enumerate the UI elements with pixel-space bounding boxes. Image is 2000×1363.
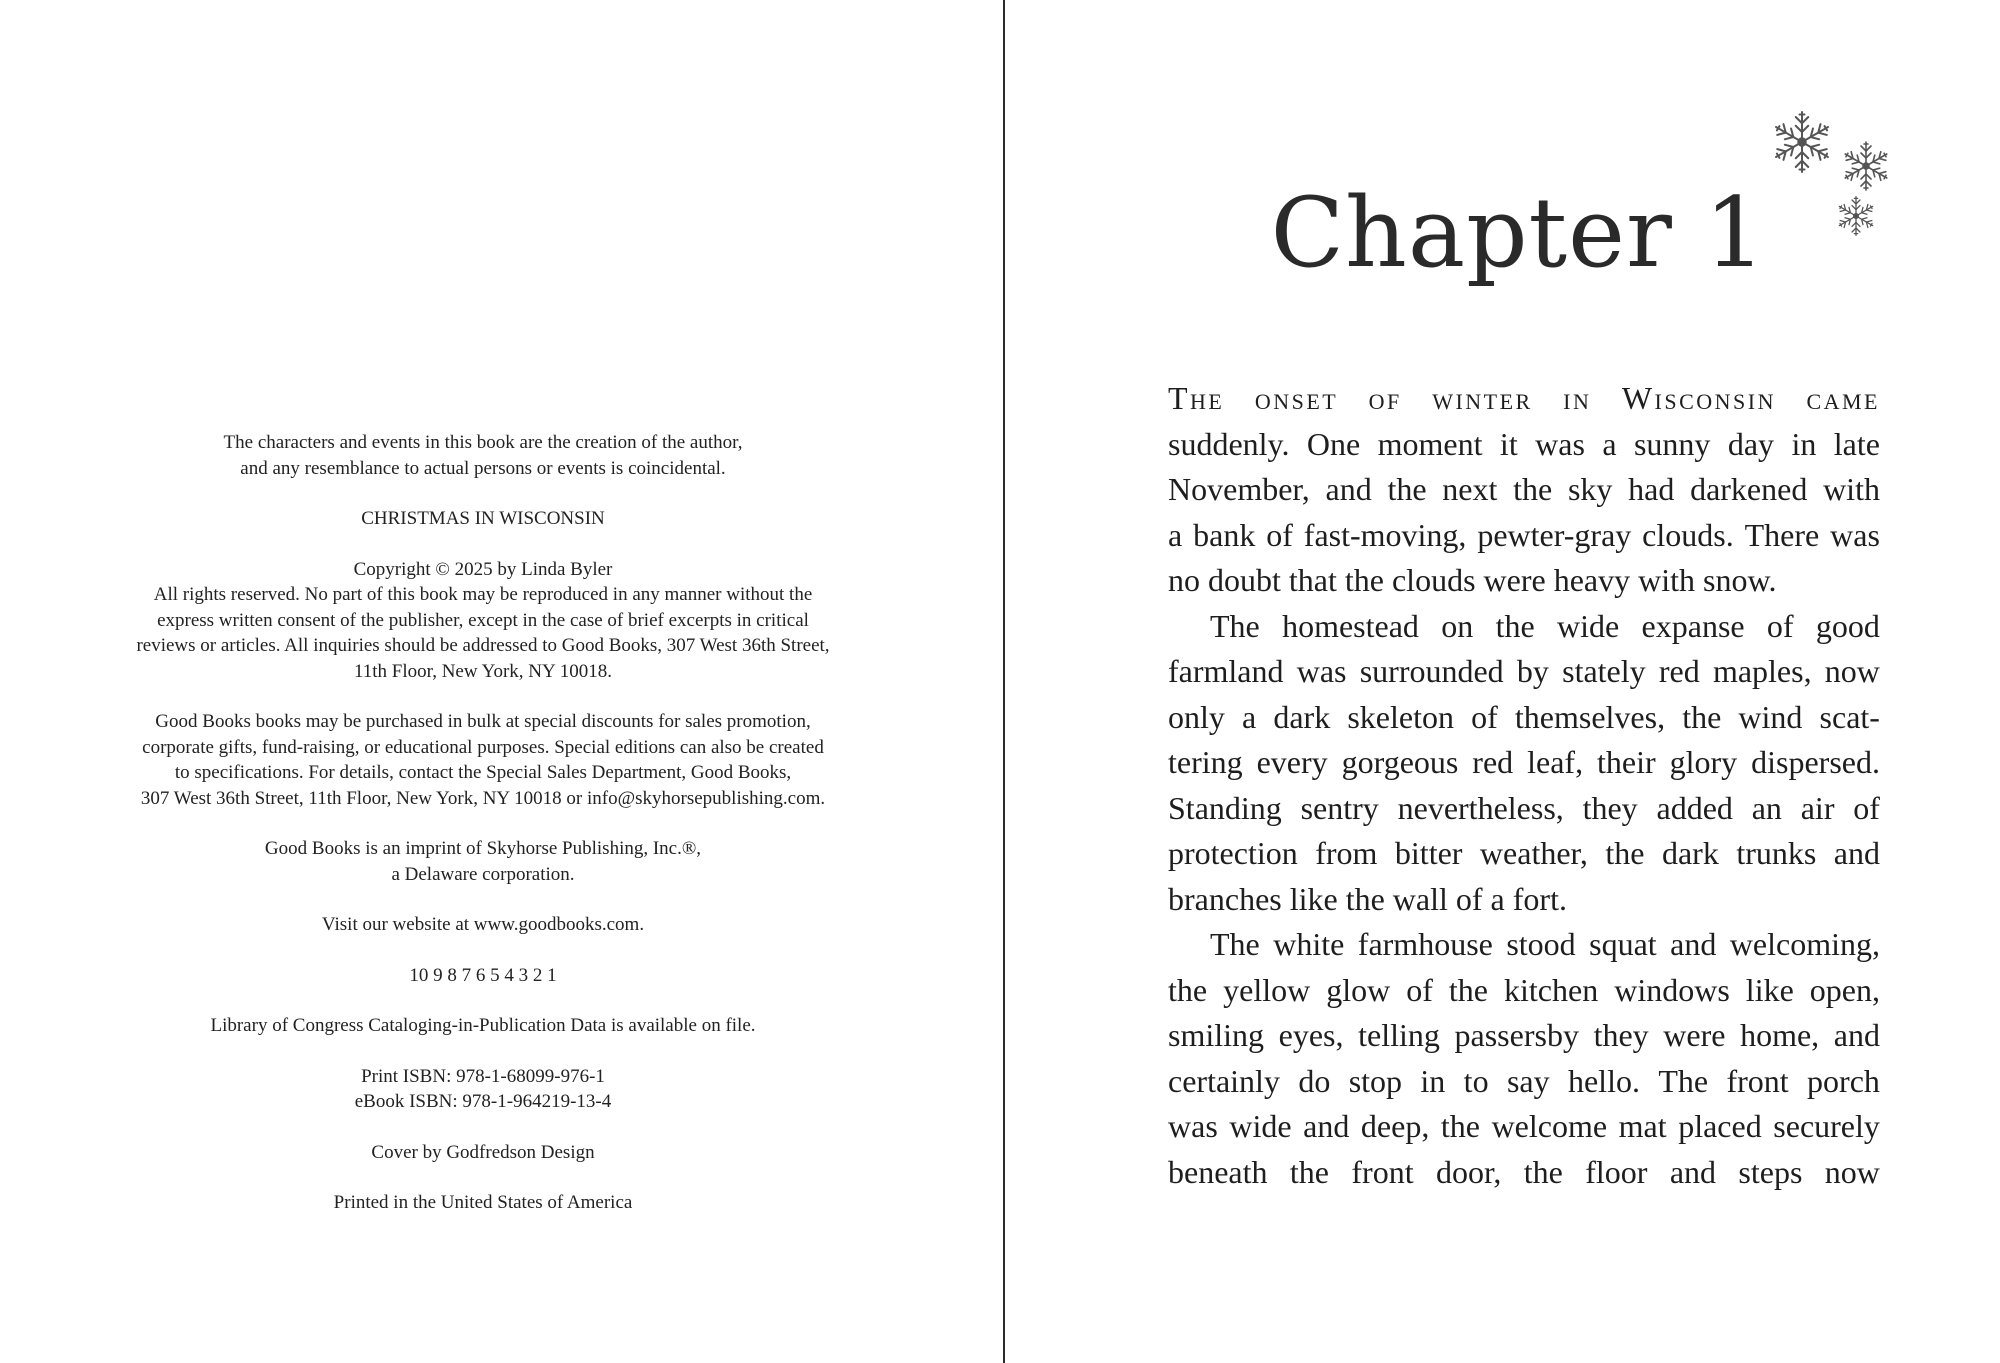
- body-line: farmland was surrounded by stately red maples, now: [1168, 653, 1880, 689]
- imprint-line: a Delaware corporation.: [391, 863, 575, 885]
- body-line: branches like the wall of a fort.: [1168, 880, 1567, 917]
- copyright-line: All rights reserved. No part of this book may be reproduced in any manner without the: [153, 584, 813, 605]
- imprint-line: Good Books is an imprint of Skyhorse Publishing, Inc.®,: [264, 838, 702, 859]
- paragraph: [1168, 922, 1880, 1195]
- body-line: was wide and deep, the welcome mat placed securely: [1168, 1108, 1880, 1144]
- body-line: beneath the front door, the floor and steps now: [1168, 1153, 1880, 1190]
- lead-in-line: The onset of winter in Wisconsin came: [1168, 380, 1880, 416]
- snowflakes-icon: [1768, 110, 1908, 240]
- body-line: protection from bitter weather, the dark trunks and: [1168, 835, 1880, 871]
- body-line: only a dark skeleton of themselves, the wind scat-: [1168, 698, 1880, 735]
- printing-line: [100, 963, 866, 989]
- copyright-notice: [100, 557, 866, 685]
- body-line: November, and the next the sky had darkened with: [1168, 471, 1880, 507]
- bulk-sales-line: to specifications. For details, contact the Special Sales Department, Good Books,: [174, 762, 792, 783]
- snowflake-medium-icon: [1843, 142, 1890, 190]
- isbn-block: [100, 1064, 866, 1115]
- paragraph: [1168, 376, 1880, 604]
- printed-in: [100, 1190, 866, 1216]
- body-line: suddenly. One moment it was a sunny day in late: [1168, 425, 1880, 462]
- body-line: Standing sentry nevertheless, they added an air of: [1168, 789, 1880, 826]
- copyright-line: 11th Floor, New York, NY 10018.: [353, 660, 613, 682]
- loc-line: Library of Congress Cataloging-in-Publication Data is available on file.: [210, 1015, 756, 1036]
- body-line: The white farmhouse stood squat and welcoming,: [1210, 926, 1880, 962]
- snowflake-small-icon: [1837, 197, 1874, 235]
- book-title-text: CHRISTMAS IN WISCONSIN: [361, 508, 605, 529]
- copyright-line: Copyright © 2025 by Linda Byler: [353, 558, 613, 580]
- printed-in-line: Printed in the United States of America: [333, 1192, 633, 1213]
- copyright-line: express written consent of the publisher, except in the case of brief excerpts in critical: [157, 609, 809, 631]
- imprint-notice: [100, 836, 866, 887]
- copyright-block: [100, 430, 866, 1241]
- print-isbn: Print ISBN: 978-1-68099-976-1: [361, 1065, 605, 1087]
- body-line: a bank of fast-moving, pewter-gray clouds. There was: [1168, 516, 1880, 553]
- bulk-sales-line: Good Books books may be purchased in bulk at special discounts for sales promotion,: [155, 711, 811, 732]
- copyright-line: reviews or articles. All inquiries should be addressed to Good Books, 307 West 36th Street,: [136, 635, 830, 656]
- body-line: the yellow glow of the kitchen windows like open,: [1168, 971, 1880, 1008]
- disclaimer-line: The characters and events in this book are the creation of the author,: [223, 432, 743, 453]
- website-notice: [100, 912, 866, 938]
- chapter-title: Chapter 1: [1270, 177, 1767, 289]
- bulk-sales-notice: [100, 709, 866, 811]
- bulk-sales-line: 307 West 36th Street, 11th Floor, New York, NY 10018 or info@skyhorsepublishing.com.: [140, 787, 826, 809]
- chapter-body: [1168, 376, 1880, 1195]
- disclaimer-line: and any resemblance to actual persons or events is coincidental.: [240, 457, 726, 479]
- website-line: Visit our website at www.goodbooks.com.: [321, 914, 645, 935]
- body-line: smiling eyes, telling passersby they were home, and: [1168, 1017, 1880, 1053]
- body-line: certainly do stop in to say hello. The front porch: [1168, 1062, 1880, 1099]
- bulk-sales-line: corporate gifts, fund-raising, or educational purposes. Special editions can also be created: [142, 736, 824, 758]
- body-line: no doubt that the clouds were heavy with snow.: [1168, 562, 1777, 598]
- printing-numbers: 10 9 8 7 6 5 4 3 2 1: [409, 964, 557, 986]
- cover-credit-line: Cover by Godfredson Design: [371, 1141, 595, 1163]
- ebook-isbn: eBook ISBN: 978-1-964219-13-4: [354, 1091, 612, 1112]
- body-line: tering every gorgeous red leaf, their glory dispersed.: [1168, 744, 1880, 780]
- loc-notice: [100, 1013, 866, 1039]
- snowflake-large-icon: [1773, 112, 1831, 172]
- body-line: The homestead on the wide expanse of good: [1210, 607, 1880, 644]
- cover-credit: [100, 1140, 866, 1166]
- book-title: [100, 506, 866, 532]
- paragraph: [1168, 604, 1880, 923]
- disclaimer: [100, 430, 866, 481]
